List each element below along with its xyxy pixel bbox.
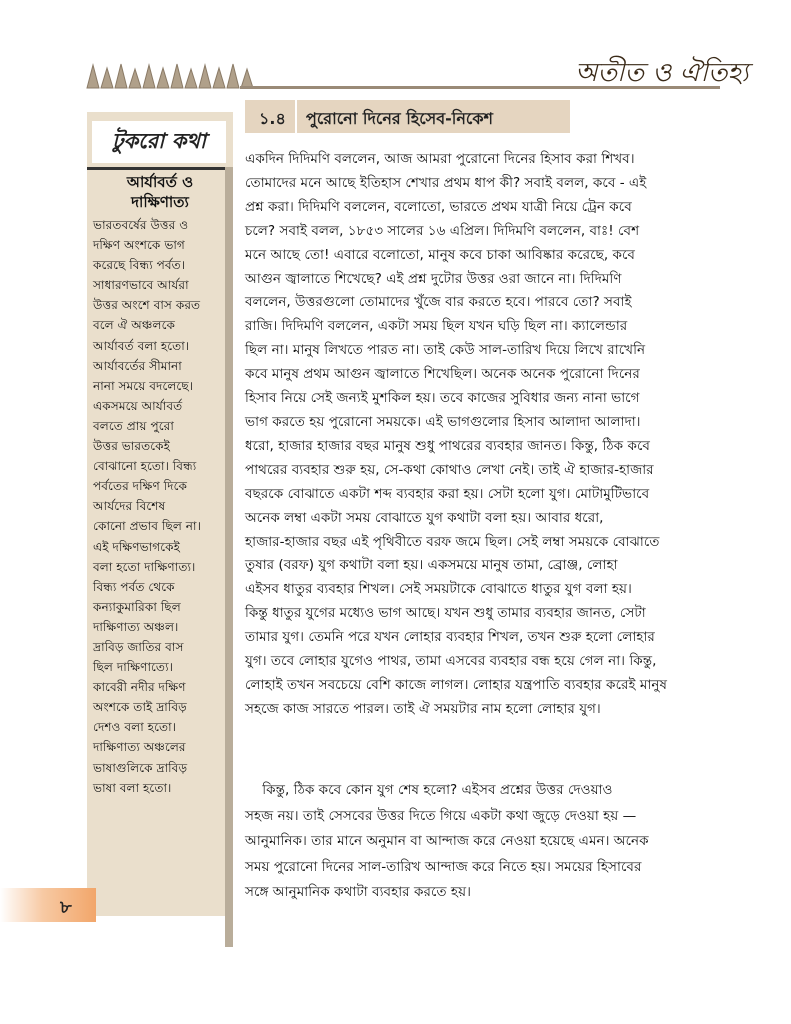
sidebar-rule: [87, 167, 233, 170]
body-line: তুষার (বরফ) যুগ কথাটা বলা হয়। একসময়ে মানুষ তামা, ব্রোঞ্জ, লোহা: [245, 557, 618, 574]
body-line: হিসাব নিয়ে সেই জন্যই মুশকিল হয়। তবে কাজের সুবিধার জন্য নানা ভাগে: [245, 390, 640, 407]
body-line: সময় পুরোনো দিনের সাল-তারিখ আন্দাজ করে নিতে হয়। সময়ের হিসাবের: [245, 858, 642, 875]
body-line: সহজ নয়। তাই সেসবের উত্তর দিতে গিয়ে একটা কথা জুড়ে দেওয়া হয় —: [245, 807, 637, 824]
body-line: হাজার-হাজার বছর এই পৃথিবীতে বরফ জমে ছিল। সেই লম্বা সময়কে বোঝাতে: [245, 533, 660, 550]
body-line: মনে আছে তো! এবারে বলোতো, মানুষ কবে চাকা আবিষ্কার করেছে, কবে: [245, 246, 636, 263]
body-line: চলে? সবাই বলল, ১৮৫৩ সালের ১৬ এপ্রিল। দিদিমণি বললেন, বাঃ! বেশ: [245, 222, 640, 239]
body-line: রাজি। দিদিমণি বললেন, একটা সময় ছিল যখন ঘড়ি ছিল না। ক্যালেন্ডার: [245, 318, 628, 335]
sidebar-box: [87, 112, 233, 916]
sidebar-line: দক্ষিণ অংশকে ভাগ: [93, 238, 185, 253]
body-line: সহজে কাজ সারতে পারল। তাই ঐ সময়টার নাম হলো লোহার যুগ।: [245, 700, 601, 717]
sidebar-line: করেছে বিন্ধ্য পর্বত।: [93, 258, 186, 273]
body-line: তোমাদের মনে আছে ইতিহাস শেখার প্রথম ধাপ কী? সবাই বলল, কবে - এই: [245, 174, 647, 191]
sidebar-line: কোনো প্রভাব ছিল না।: [93, 519, 201, 534]
sidebar-shadow: [225, 167, 233, 947]
section-number: ১.৪: [259, 109, 286, 128]
decorative-figures: [85, 60, 255, 90]
page-number: ৮: [60, 897, 72, 918]
book-title: অতীত ও ঐতিহ্য: [575, 58, 749, 88]
body-paragraph-1: [245, 148, 715, 722]
body-line: অনেক লম্বা একটা সময় বোঝাতে যুগ কথাটা বলা হয়। আবার ধরো,: [245, 509, 604, 526]
sidebar-subtitle-line: আর্যাবর্ত ও: [126, 173, 194, 191]
sidebar-line: বলা হতো দাক্ষিণাত্য।: [93, 559, 196, 574]
body-line: ধরো, হাজার হাজার বছর মানুষ শুধু পাথরের ব্যবহার জানত। কিন্তু, ঠিক কবে: [245, 437, 650, 454]
sidebar-line: একসময়ে আর্যাবর্ত: [93, 398, 183, 413]
sidebar-subtitle-line: দাক্ষিণাত্য: [131, 193, 189, 211]
sidebar-title: টুকরো কথা: [112, 129, 206, 153]
body-line: বললেন, উত্তরগুলো তোমাদের খুঁজে বার করতে হবে। পারবে তো? সবাই: [245, 294, 632, 311]
body-line: সঙ্গে আনুমানিক কথাটা ব্যবহার করতে হয়।: [245, 884, 471, 900]
body-line: কবে মানুষ প্রথম আগুন জ্বালাতে শিখেছিল। অনেক অনেক পুরোনো দিনের: [245, 366, 640, 383]
body-line: কিন্তু ধাতুর যুগের মধ্যেও ভাগ আছে। যখন শুধু তামার ব্যবহার জানত, সেটা: [245, 605, 646, 622]
sidebar-line: দাক্ষিণাত্য অঞ্চল।: [93, 619, 179, 634]
sidebar-line: পর্বতের দক্ষিণ দিকে: [93, 479, 187, 494]
sidebar-line: কাবেরী নদীর দক্ষিণ: [93, 680, 186, 695]
page-number-tab: [0, 888, 96, 922]
sidebar-line: সাধারণভাবে আর্যরা: [93, 278, 189, 293]
body-line: তামার যুগ। তেমনি পরে যখন লোহার ব্যবহার শিখল, তখন শুরু হলো লোহার: [245, 629, 655, 646]
sidebar-subtitle: [87, 172, 233, 214]
sidebar-line: দাক্ষিণাত্য অঞ্চলের: [93, 740, 186, 755]
sidebar-line: দেশও বলা হতো।: [93, 720, 177, 735]
sidebar-line: বিন্ধ্য পর্বত থেকে: [93, 579, 175, 594]
section-heading-divider: [295, 100, 297, 133]
body-line: যুগ। তবে লোহার যুগেও পাথর, তামা এসবের ব্যবহার বন্ধ হয়ে গেল না। কিন্তু,: [245, 653, 657, 670]
sidebar-line: আর্যাবর্ত বলা হতো।: [93, 338, 190, 353]
body-line: প্রশ্ন করা। দিদিমণি বললেন, বলোতো, ভারতে প্রথম যাত্রী নিয়ে ট্রেন কবে: [245, 198, 632, 215]
body-line: কিন্তু, ঠিক কবে কোন যুগ শেষ হলো? এইসব প্রশ্নের উত্তর দেওয়াও: [245, 782, 613, 798]
body-line: ভাগ করতে হয় পুরোনো সময়কে। এই ভাগগুলোর হিসাব আলাদা আলাদা।: [245, 413, 641, 430]
sidebar-line: আর্যদের বিশেষ: [93, 499, 166, 514]
sidebar-line: এই দক্ষিণভাগকেই: [93, 539, 180, 554]
body-line: বছরকে বোঝাতে একটা শব্দ ব্যবহার করা হয়। সেটা হলো যুগ। মোটামুটিভাবে: [245, 485, 650, 502]
body-paragraph-2: [245, 778, 715, 906]
body-line: আনুমানিক। তার মানে অনুমান বা আন্দাজ করে নেওয়া হয়েছে এমন। অনেক: [245, 833, 649, 849]
sidebar-line: ভারতবর্ষের উত্তর ও: [93, 218, 189, 232]
sidebar-line: কন্যাকুমারিকা ছিল: [93, 599, 181, 614]
sidebar-line: ভাষা বলা হতো।: [93, 780, 172, 795]
sidebar-line: উত্তর ভারতকেই: [93, 439, 171, 454]
body-line: ছিল না। মানুষ লিখতে পারত না। তাই কেউ সাল-তারিখ দিয়ে লিখে রাখেনি: [245, 342, 646, 359]
sidebar-line: নানা সময়ে বদলেছে।: [93, 378, 194, 393]
body-line: একদিন দিদিমণি বললেন, আজ আমরা পুরোনো দিনের হিসাব করা শিখব।: [245, 151, 635, 167]
sidebar-line: ছিল দাক্ষিণাত্যে।: [93, 660, 173, 675]
sidebar-line: ভাষাগুলিকে দ্রাবিড়: [93, 760, 188, 775]
body-line: লোহাই তখন সবচেয়ে বেশি কাজে লাগল। লোহার যন্ত্রপাতি ব্যবহার করেই মানুষ: [245, 676, 667, 693]
body-line: এইসব ধাতুর ব্যবহার শিখল। সেই সময়টাকে বোঝাতে ধাতুর যুগ বলা হয়।: [245, 581, 632, 598]
section-title: পুরোনো দিনের হিসেব-নিকেশ: [306, 109, 493, 128]
sidebar-line: অংশকে তাই দ্রাবিড়: [93, 700, 187, 715]
sidebar-line: উত্তর অংশে বাস করত: [93, 298, 201, 313]
sidebar-line: বোঝানো হতো। বিন্ধ্য: [93, 459, 197, 474]
sidebar-line: দ্রাবিড় জাতির বাস: [93, 639, 184, 654]
sidebar-text: [93, 215, 221, 798]
sidebar-line: বলতে প্রায় পুরো: [93, 418, 174, 433]
body-line: আগুন জ্বালাতে শিখেছে? এই প্রশ্ন দুটোর উত্তর ওরা জানে না। দিদিমণি: [245, 270, 622, 287]
sidebar-line: বলে ঐ অঞ্চলকে: [93, 318, 176, 333]
body-line: পাথরের ব্যবহার শুরু হয়, সে-কথা কোথাও লেখা নেই। তাই ঐ হাজার-হাজার: [245, 461, 654, 478]
sidebar-line: আর্যাবর্তের সীমানা: [93, 358, 182, 373]
